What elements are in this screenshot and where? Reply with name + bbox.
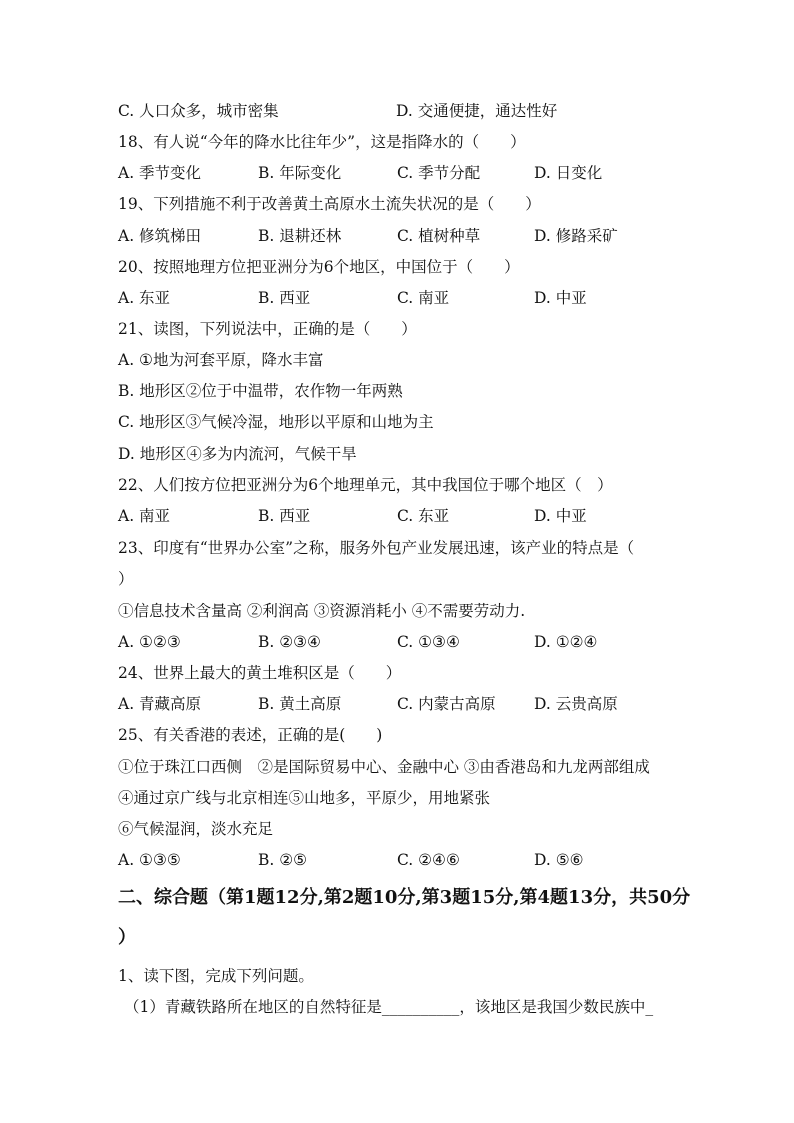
q19-stem: 19、下列措施不利于改善黄土高原水土流失状况的是（ ）	[118, 195, 541, 213]
q24-option-c: C. 内蒙古高原	[397, 695, 496, 713]
section2-q1-stem: 1、读下图，完成下列问题。	[118, 967, 314, 985]
q20-stem: 20、按照地理方位把亚洲分为6个地区，中国位于（ ）	[118, 258, 520, 276]
q25-option-d: D. ⑤⑥	[534, 851, 584, 869]
q24-stem: 24、世界上最大的黄土堆积区是（ ）	[118, 664, 402, 682]
q23-stem: 23、印度有“世界办公室”之称，服务外包产业发展迅速，该产业的特点是（	[118, 539, 635, 557]
q23-option-c: C. ①③④	[397, 633, 460, 651]
q20-option-d: D. 中亚	[534, 289, 587, 307]
q22-option-c: C. 东亚	[397, 507, 450, 525]
q18-option-d: D. 日变化	[534, 164, 603, 182]
q19-option-a: A. 修筑梯田	[118, 227, 202, 245]
q17-option-d: D. 交通便捷，通达性好	[396, 102, 558, 120]
q20-option-a: A. 东亚	[118, 289, 171, 307]
q17-option-c: C. 人口众多，城市密集	[118, 102, 279, 120]
q19-option-d: D. 修路采矿	[534, 227, 618, 245]
q25-option-c: C. ②④⑥	[397, 851, 460, 869]
q18-option-c: C. 季节分配	[397, 164, 481, 182]
q25-items-line-3: ⑥气候湿润，淡水充足	[118, 820, 274, 838]
q21-option-a: A. ①地为河套平原，降水丰富	[118, 351, 324, 369]
q23-items: ①信息技术含量高 ②利润高 ③资源消耗小 ④不需要劳动力.	[118, 602, 526, 620]
section2-q1-sub1: （1）青藏铁路所在地区的自然特征是__________，该地区是我国少数民族中_	[124, 998, 654, 1016]
q18-option-b: B. 年际变化	[258, 164, 342, 182]
q18-stem: 18、有人说“今年的降水比往年少”，这是指降水的（ ）	[118, 133, 526, 151]
q22-stem: 22、人们按方位把亚洲分为6个地理单元，其中我国位于哪个地区（ ）	[118, 476, 613, 494]
q21-option-d: D. 地形区④多为内流河，气候干旱	[118, 445, 357, 463]
q22-option-b: B. 西亚	[258, 507, 311, 525]
q22-option-a: A. 南亚	[118, 507, 171, 525]
q24-option-a: A. 青藏高原	[118, 695, 202, 713]
q23-option-d: D. ①②④	[534, 633, 598, 651]
section2-heading: 二、综合题（第1题12分,第2题10分,第3题15分,第4题13分，共50分	[118, 887, 691, 908]
q21-stem: 21、读图，下列说法中，正确的是（ ）	[118, 320, 417, 338]
q23-option-a: A. ①②③	[118, 633, 181, 651]
q23-option-b: B. ②③④	[258, 633, 321, 651]
q24-option-d: D. 云贵高原	[534, 695, 618, 713]
q19-option-b: B. 退耕还林	[258, 227, 342, 245]
q20-option-b: B. 西亚	[258, 289, 311, 307]
q21-option-b: B. 地形区②位于中温带，农作物一年两熟	[118, 382, 403, 400]
q22-option-d: D. 中亚	[534, 507, 587, 525]
q25-option-a: A. ①③⑤	[118, 851, 181, 869]
q20-option-c: C. 南亚	[397, 289, 450, 307]
q24-option-b: B. 黄土高原	[258, 695, 342, 713]
q21-option-c: C. 地形区③气候冷湿，地形以平原和山地为主	[118, 413, 434, 431]
q19-option-c: C. 植树种草	[397, 227, 481, 245]
section2-heading-cont: ）	[118, 927, 136, 948]
q25-option-b: B. ②⑤	[258, 851, 308, 869]
q25-items-line-1: ①位于珠江口西侧 ②是国际贸易中心、金融中心 ③由香港岛和九龙两部组成	[118, 758, 650, 776]
q25-stem: 25、有关香港的表述，正确的是( )	[118, 726, 383, 744]
q25-items-line-2: ④通过京广线与北京相连⑤山地多，平原少，用地紧张	[118, 789, 491, 807]
q18-option-a: A. 季节变化	[118, 164, 202, 182]
q23-stem-cont: ）	[118, 570, 134, 588]
